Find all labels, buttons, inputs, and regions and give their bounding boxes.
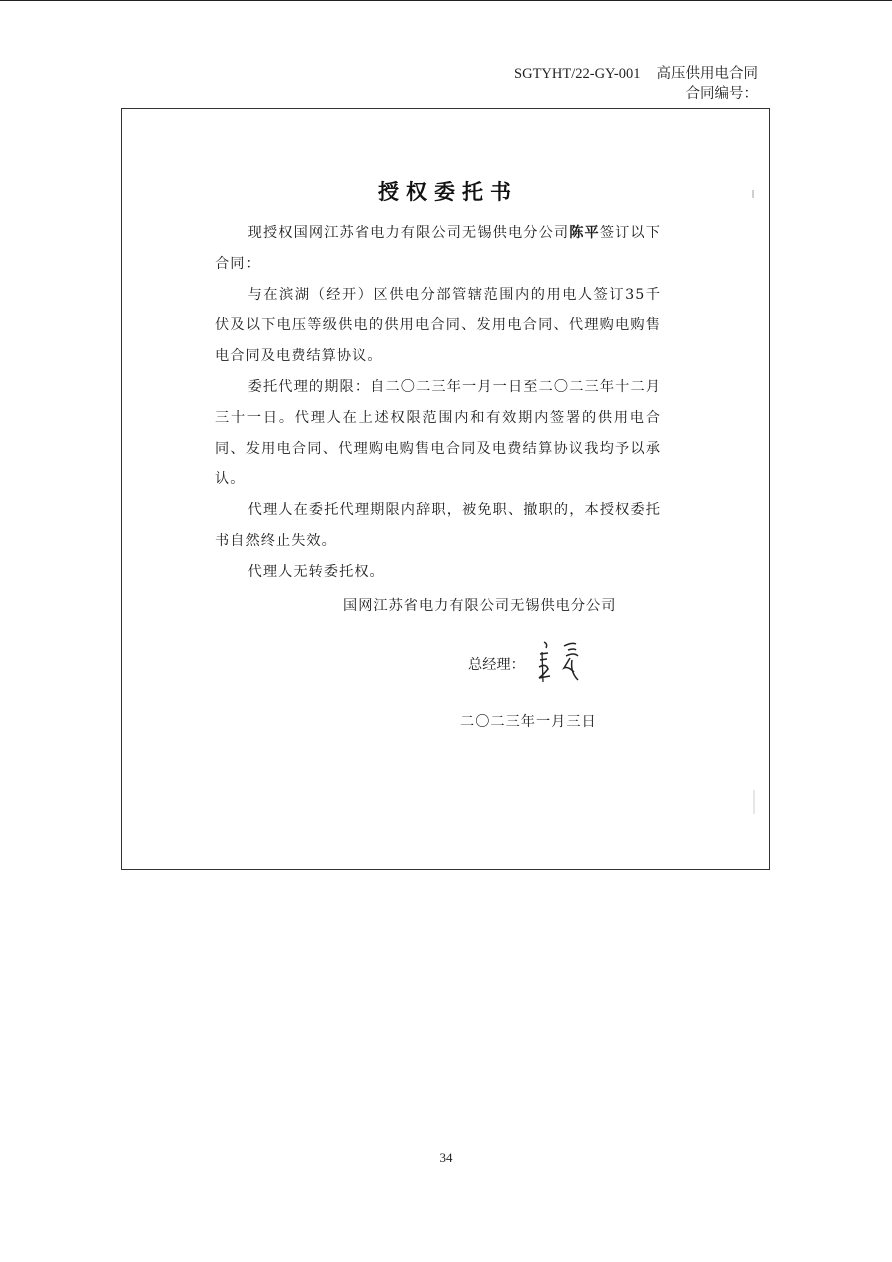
signing-date: 二〇二三年一月三日 xyxy=(460,714,597,730)
letter-title: 授权委托书 xyxy=(378,179,518,204)
handwritten-signature xyxy=(534,638,590,688)
top-border-line xyxy=(0,0,892,1)
general-manager-label: 总经理： xyxy=(468,657,525,673)
page-number: 34 xyxy=(439,1150,453,1165)
agent-name: 陈平 xyxy=(569,225,600,241)
document-name: 高压供用电合同 xyxy=(656,66,758,82)
paragraph-termination: 代理人在委托代理期限内辞职，被免职、撤职的，本授权委托书自然终止失效。 xyxy=(215,502,661,549)
paragraph-authorization xyxy=(215,218,661,280)
page-header xyxy=(514,64,758,104)
document-code: SGTYHT/22-GY-001 xyxy=(514,66,641,82)
paragraph-no-subdelegation: 代理人无转委托权。 xyxy=(247,563,385,580)
authorizing-company-text: 现授权国网江苏省电力有限公司无锡供电分公司 xyxy=(247,225,570,241)
contract-number-label: 合同编号： xyxy=(685,86,758,102)
scan-mark xyxy=(753,790,755,814)
issuing-company: 国网江苏省电力有限公司无锡供电分公司 xyxy=(343,598,617,614)
letter-body xyxy=(215,218,661,588)
paragraph-term: 委托代理的期限：自二〇二三年一月一日至二〇二三年十二月三十一日。代理人在上述权限范围内和有效期内签署的供用电合同、发用电合同、代理购电购售电合同及电费结算协议我均予以承认。 xyxy=(215,378,661,488)
paragraph-scope: 与在滨湖（经开）区供电分部管辖范围内的用电人签订35千伏及以下电压等级供电的供用电合同、发用电合同、代理购电购售电合同及电费结算协议。 xyxy=(215,286,661,365)
header-first-line xyxy=(514,64,758,84)
authorization-suffix: 签订以下合同： xyxy=(215,225,661,272)
